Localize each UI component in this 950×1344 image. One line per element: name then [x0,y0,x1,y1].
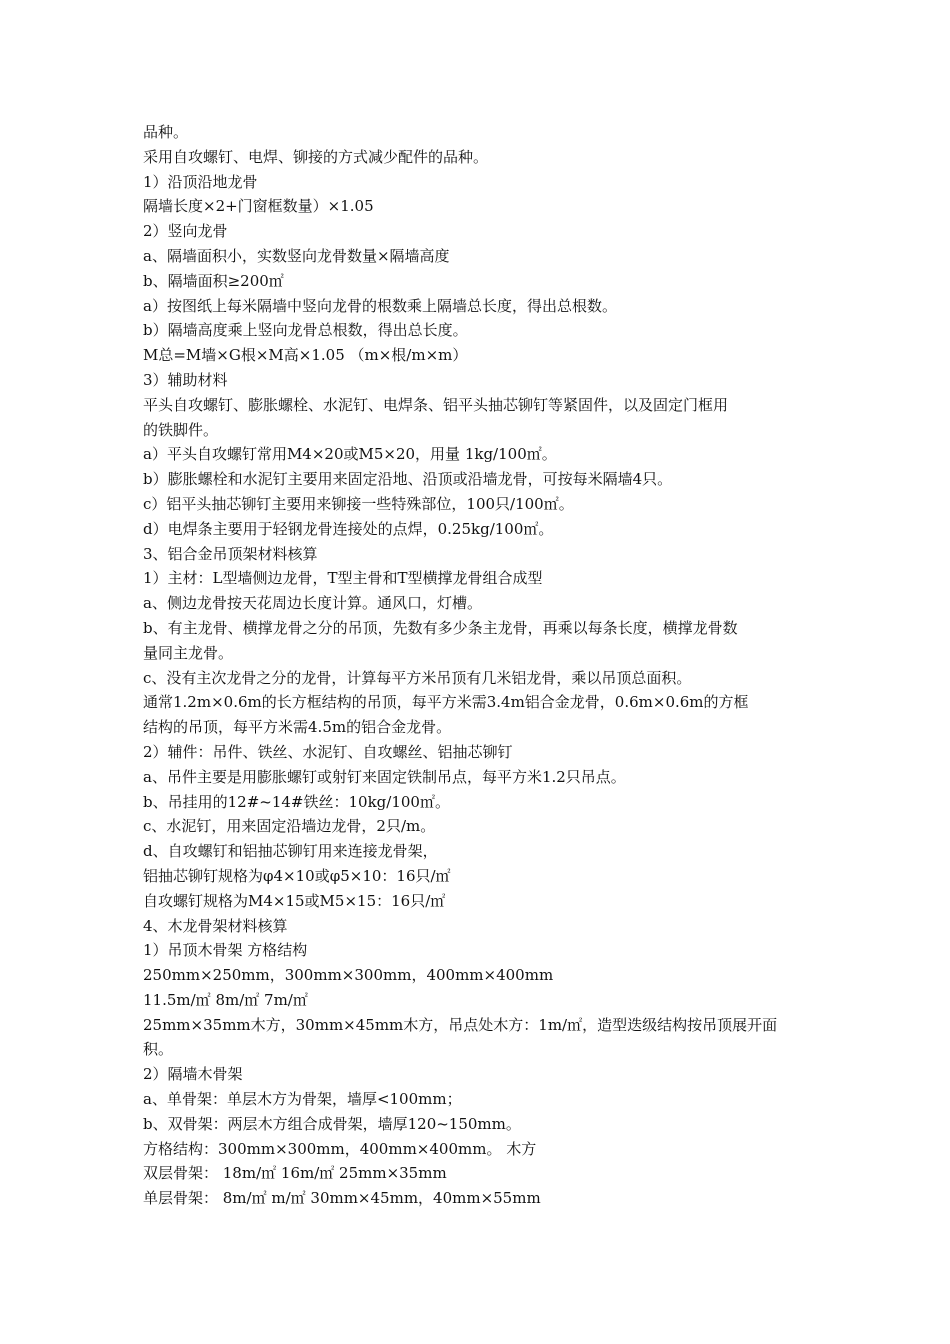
text-line: b、吊挂用的12#~14#铁丝：10kg/100㎡。 [143,792,450,811]
text-line: 隔墙长度×2+门窗框数量）×1.05 [143,197,374,216]
document-body [143,120,811,1211]
text-line: 积。 [143,1040,174,1059]
section-heading: 1）沿顶沿地龙骨 [143,172,258,191]
text-line: d、自攻螺钉和铝抽芯铆钉用来连接龙骨架， [143,842,438,861]
section-heading: 4、木龙骨架材料核算 [143,916,288,935]
section-heading: 2）辅件：吊件、铁丝、水泥钉、自攻螺丝、铝抽芯铆钉 [143,742,513,761]
text-line: 11.5m/㎡ 8m/㎡ 7m/㎡ [143,990,308,1009]
text-line: 自攻螺钉规格为M4×15或M5×15：16只/㎡ [143,891,446,910]
text-line: 250mm×250mm，300mm×300mm，400mm×400mm [143,966,554,985]
text-line: 的铁脚件。 [143,420,219,439]
text-line: 25mm×35mm木方，30mm×45mm木方，吊点处木方：1m/㎡，造型迭级结构按吊顶展开面 [143,1015,778,1034]
text-line: a、吊件主要是用膨胀螺钉或射钉来固定铁制吊点，每平方米1.2只吊点。 [143,767,626,786]
text-line: 结构的吊顶，每平方米需4.5m的铝合金龙骨。 [143,718,452,737]
text-line: a、侧边龙骨按天花周边长度计算。通风口，灯槽。 [143,594,482,613]
text-line: 量同主龙骨。 [143,643,234,662]
text-line: b、有主龙骨、横撑龙骨之分的吊顶，先数有多少条主龙骨，再乘以每条长度，横撑龙骨数 [143,618,738,637]
section-heading: 2）隔墙木骨架 [143,1065,243,1084]
text-line: c、没有主次龙骨之分的龙骨，计算每平方米吊顶有几米铝龙骨，乘以吊顶总面积。 [143,668,692,687]
formula-line: M总=M墙×G根×M高×1.05 （m×根/m×m） [143,346,468,365]
text-line: b）膨胀螺栓和水泥钉主要用来固定沿地、沿顶或沿墙龙骨，可按每米隔墙4只。 [143,470,673,489]
section-heading: 1）吊顶木骨架 方格结构 [143,941,308,960]
text-line: 双层骨架： 18m/㎡ 16m/㎡ 25mm×35mm [143,1164,447,1183]
section-heading: 3）辅助材料 [143,370,228,389]
text-line: c、水泥钉，用来固定沿墙边龙骨，2只/m。 [143,817,436,836]
text-line: a、单骨架：单层木方为骨架，墙厚<100mm； [143,1090,462,1109]
section-heading: 3、铝合金吊顶架材料核算 [143,544,318,563]
text-line: c）铝平头抽芯铆钉主要用来铆接一些特殊部位，100只/100㎡。 [143,494,574,513]
text-line: b、隔墙面积≥200㎡ [143,271,284,290]
text-line: d）电焊条主要用于轻钢龙骨连接处的点焊，0.25kg/100㎡。 [143,519,554,538]
text-line: a）按图纸上每米隔墙中竖向龙骨的根数乘上隔墙总长度，得出总根数。 [143,296,617,315]
text-line: 单层骨架： 8m/㎡ m/㎡ 30mm×45mm，40mm×55mm [143,1189,541,1208]
text-line: b）隔墙高度乘上竖向龙骨总根数，得出总长度。 [143,321,468,340]
text-line: 通常1.2m×0.6m的长方框结构的吊顶，每平方米需3.4m铝合金龙骨，0.6m×0.6m的方框 [143,693,749,712]
text-line: 方格结构：300mm×300mm，400mm×400mm。 木方 [143,1139,537,1158]
text-line: a、隔墙面积小，实数竖向龙骨数量×隔墙高度 [143,246,450,265]
section-heading: 2）竖向龙骨 [143,222,228,241]
text-line: 铝抽芯铆钉规格为φ4×10或φ5×10：16只/㎡ [143,866,451,885]
text-line: a）平头自攻螺钉常用M4×20或M5×20，用量 1kg/100㎡。 [143,445,557,464]
text-line: 品种。 [143,123,189,141]
text-line: b、双骨架：两层木方组合成骨架，墙厚120~150mm。 [143,1114,521,1133]
text-line: 采用自攻螺钉、电焊、铆接的方式减少配件的品种。 [143,147,489,166]
text-line: 平头自攻螺钉、膨胀螺栓、水泥钉、电焊条、铝平头抽芯铆钉等紧固件，以及固定门框用 [143,395,729,414]
section-heading: 1）主材：L型墙侧边龙骨，T型主骨和T型横撑龙骨组合成型 [143,569,543,588]
